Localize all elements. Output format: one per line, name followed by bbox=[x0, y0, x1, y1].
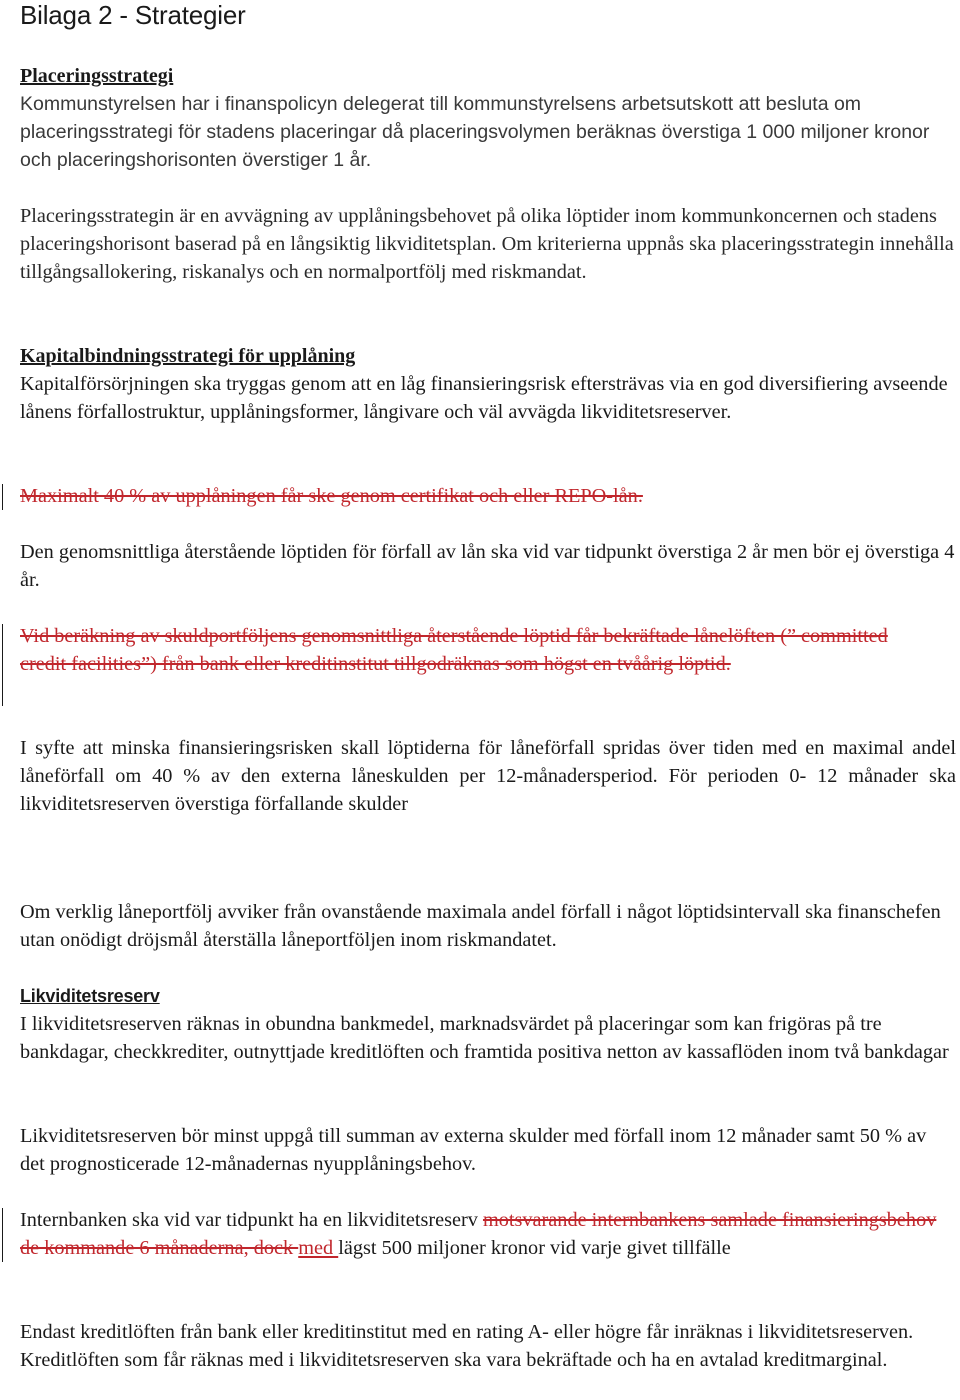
paragraph-kapital-3: I syfte att minska finansieringsrisken skall löptiderna för låneförfall spridas över tiden med en maximal andel låneförfall om 40 % av den externa låneskulden per 12-månadersperiod. För perioden 0- 12 månader ska likviditetsreserven överstiga förfallande skulder bbox=[20, 737, 956, 815]
paragraph-likviditet-1: I likviditetsreserven räknas in obundna bankmedel, marknadsvärdet på placeringar som kan frigöras på tre bankdagar, checkkrediter, outnyttjade kreditlöften och framtida positiva netton av kassaflöden inom två bankdagar bbox=[20, 1013, 949, 1063]
page-title: Bilaga 2 - Strategier bbox=[20, 0, 246, 30]
text-run: Internbanken ska vid var tidpunkt ha en likviditetsreserv bbox=[20, 1209, 483, 1231]
deleted-text: motsvarande internbankens samlade finansieringsbehov de kommande 6 månaderna, dock bbox=[20, 1209, 937, 1259]
paragraph-placering-1: Kommunstyrelsen har i finanspolicyn delegerat till kommunstyrelsens arbetsutskott att besluta om placeringsstrategi för stadens placeringar då placeringsvolymen beräknas överstiga 1 000 miljoner kronor och placeringshorisonten överstiger 1 år. bbox=[20, 93, 930, 171]
paragraph-likviditet-4-wrap bbox=[20, 1318, 956, 1374]
deleted-paragraph-2-wrap bbox=[20, 622, 956, 678]
paragraph-kapital-2-wrap bbox=[20, 538, 956, 594]
deleted-paragraph-2: Vid beräkning av skuldportföljens genomsnittliga återstående löptid får bekräftade lånelöften (” committed credit facilities”) från bank eller kreditinstitut tillgodräknas som högst en tvåårig löptid. bbox=[20, 625, 888, 675]
paragraph-likviditet-2-wrap bbox=[20, 1122, 956, 1178]
paragraph-kapital-3-wrap bbox=[20, 734, 956, 818]
inserted-text: med bbox=[298, 1237, 339, 1259]
paragraph-placering-2: Placeringsstrategin är en avvägning av upplåningsbehovet på olika löptider inom kommunkoncernen och stadens placeringshorisont baserad på en långsiktig likviditetsplan. Om kriterierna uppnås ska placeringsstrategin innehålla tillgångsallokering, riskanalys och en normalportfölj med riskmandat. bbox=[20, 205, 954, 283]
paragraph-kapital-1: Kapitalförsörjningen ska tryggas genom att en låg finansieringsrisk eftersträvas via en god diversifiering avseende lånens förfallostruktur, upplåningsformer, långivare och väl avvägda likviditetsreserver. bbox=[20, 373, 948, 423]
change-bar bbox=[2, 624, 3, 706]
paragraph-likviditet-3-wrap bbox=[20, 1206, 956, 1262]
deleted-paragraph-1-wrap bbox=[20, 482, 956, 510]
section-heading-kapitalbindning: Kapitalbindningsstrategi för upplåning bbox=[20, 345, 356, 367]
change-bar bbox=[2, 1208, 3, 1262]
paragraph-placering-2-wrap bbox=[20, 202, 956, 286]
paragraph-likviditet-2: Likviditetsreserven bör minst uppgå till summan av externa skulder med förfall inom 12 månader samt 50 % av det prognosticerade 12-månadernas nyupplåningsbehov. bbox=[20, 1125, 927, 1175]
section-placeringsstrategi bbox=[20, 62, 956, 174]
deleted-paragraph-1: Maximalt 40 % av upplåningen får ske genom certifikat och eller REPO-lån. bbox=[20, 485, 643, 507]
section-heading-likviditetsreserv: Likviditetsreserv bbox=[20, 986, 160, 1006]
change-bar bbox=[2, 484, 3, 510]
paragraph-kapital-2: Den genomsnittliga återstående löptiden för förfall av lån ska vid var tidpunkt överstiga 2 år men bör ej överstiga 4 år. bbox=[20, 541, 955, 591]
text-run: lägst 500 miljoner kronor vid varje givet tillfälle bbox=[338, 1237, 731, 1259]
paragraph-kapital-4: Om verklig låneportfölj avviker från ovanstående maximala andel förfall i något löptidsintervall ska finanschefen utan onödigt dröjsmål återställa låneportföljen inom riskmandatet. bbox=[20, 901, 941, 951]
paragraph-likviditet-3 bbox=[20, 1206, 956, 1262]
section-heading-placeringsstrategi: Placeringsstrategi bbox=[20, 65, 174, 87]
paragraph-likviditet-4: Endast kreditlöften från bank eller kreditinstitut med en rating A- eller högre får inräknas i likviditetsreserven. Kreditlöften som får räknas med i likviditetsreserven ska vara bekräftade och ha en avtalad kreditmarginal. bbox=[20, 1321, 914, 1371]
section-kapitalbindning bbox=[20, 342, 956, 426]
section-likviditetsreserv bbox=[20, 982, 956, 1066]
paragraph-kapital-4-wrap bbox=[20, 898, 956, 954]
